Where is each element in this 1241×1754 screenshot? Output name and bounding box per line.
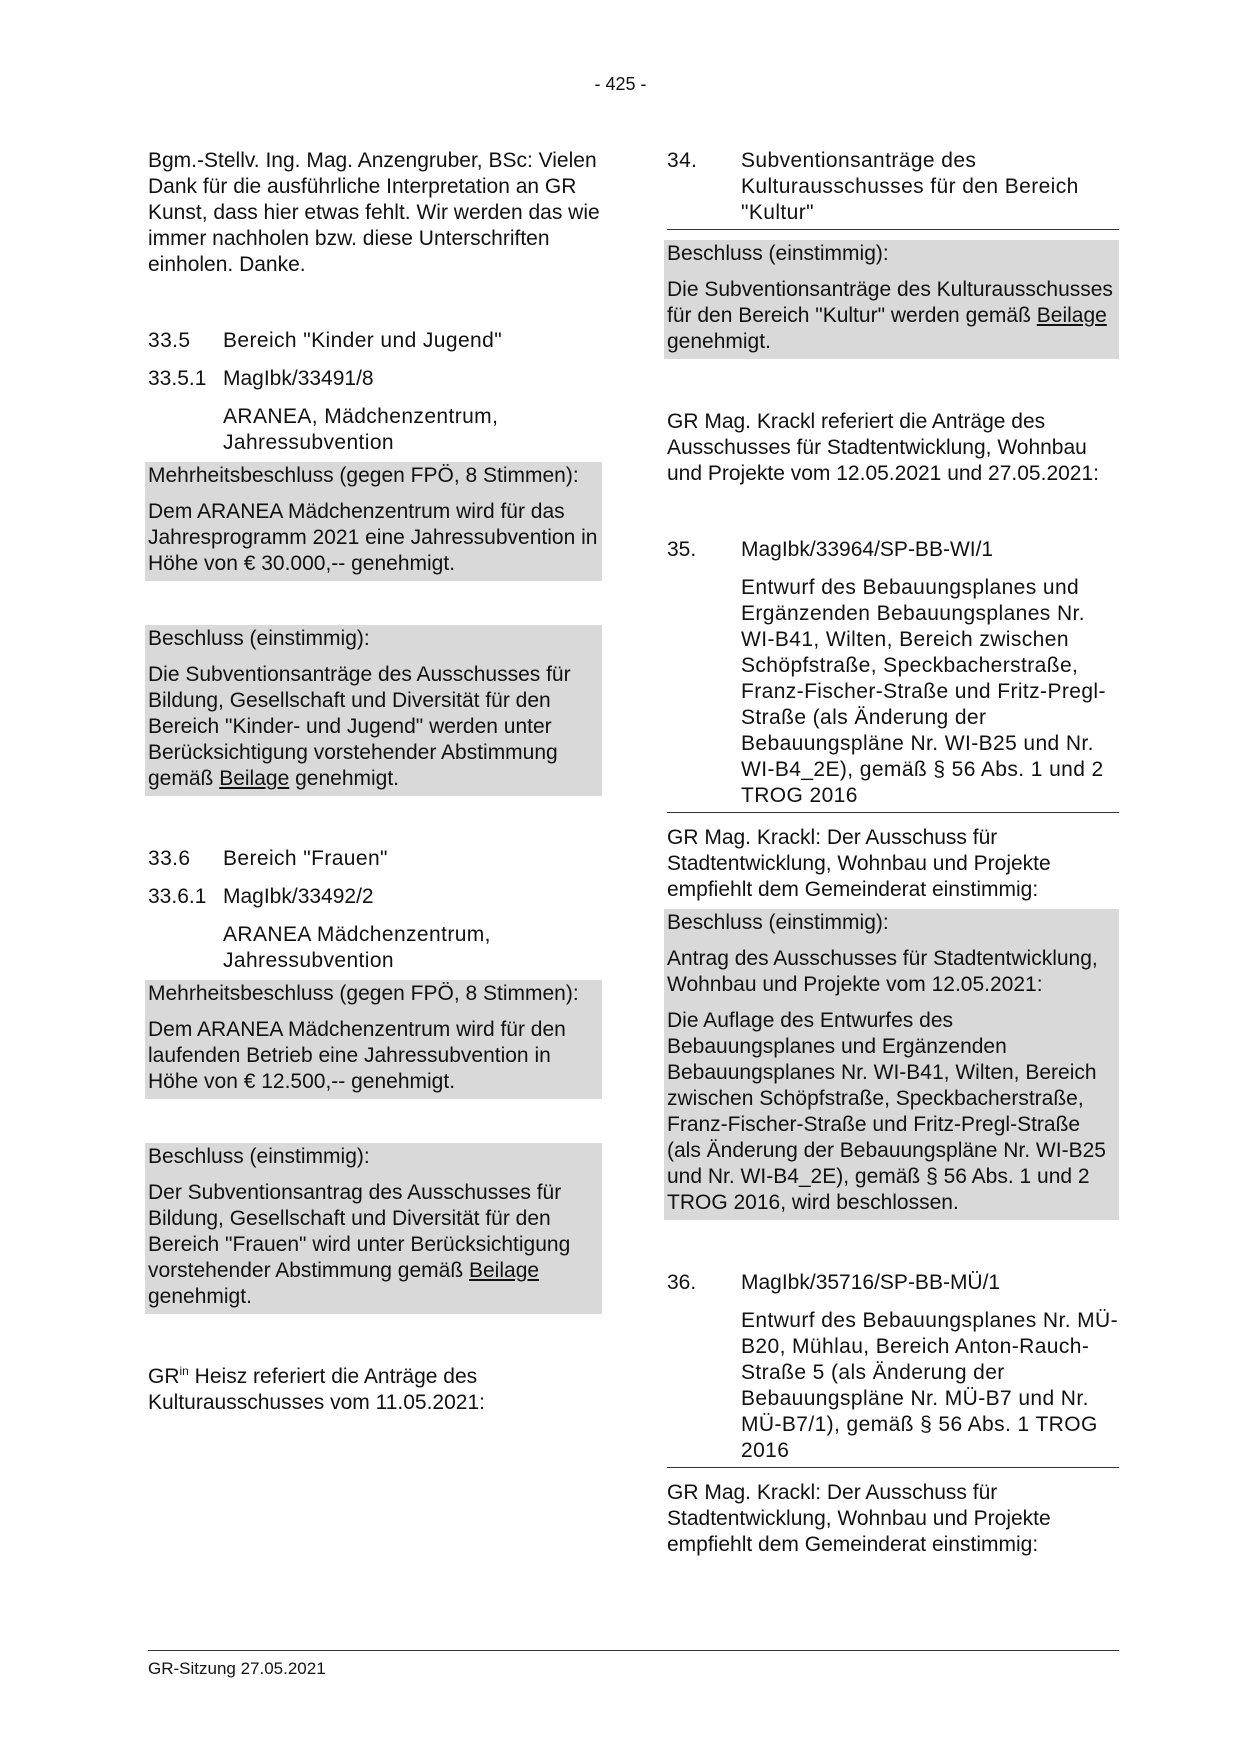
decision-block-33-5: [145, 625, 602, 796]
section-33-5-heading: [148, 328, 602, 354]
section-35-heading: [667, 537, 1119, 563]
footer-divider: [148, 1650, 1119, 1651]
section-number: 33.6.1: [148, 885, 207, 908]
left-column: [148, 148, 602, 1416]
section-title: Bereich "Kinder und Jugend": [223, 329, 503, 352]
footer-text: GR-Sitzung 27.05.2021: [148, 1659, 326, 1678]
decision-block-33-6-1: [145, 980, 602, 1099]
decision-label: Beschluss (einstimmig):: [667, 911, 889, 934]
decision-label: Beschluss (einstimmig):: [148, 627, 370, 650]
decision-text: Die Auflage des Entwurfes des Bebauungsplanes und Ergänzenden Bebauungsplanes Nr. WI-B41, Wilten, Bereich zwischen Schöpfstraße, Speckbacherstraße, Franz-Fischer-Straße und Fritz-Pregl-Straße (als Änderung der Bebauungspläne Nr. WI-B25 und Nr. WI-B4_2E), gemäß § 56 Abs. 1 und 2 TROG 2016, wird beschlossen.: [667, 1009, 1106, 1214]
section-33-5-1-heading: [148, 366, 602, 392]
decision-label: Mehrheitsbeschluss (gegen FPÖ, 8 Stimmen):: [148, 982, 579, 1005]
decision-block-33-5-1: [145, 462, 602, 581]
section-number: 34.: [667, 149, 698, 172]
decision-block-35: [664, 909, 1119, 1220]
section-number: 33.6: [148, 847, 191, 870]
krackl-intro-paragraph: GR Mag. Krackl referiert die Anträge des Ausschusses für Stadtentwicklung, Wohnbau und Projekte vom 12.05.2021 und 27.05.2021:: [667, 410, 1099, 485]
decision-text: Dem ARANEA Mädchenzentrum wird für das Jahresprogramm 2021 eine Jahressubvention in Höhe von € 30.000,-- genehmigt.: [148, 500, 598, 575]
decision-text: Der Subventionsantrag des Ausschusses für Bildung, Gesellschaft und Diversität für den Bereich "Frauen" wird unter Berücksichtigung vorstehender Abstimmung gemäß Beilage genehmigt.: [148, 1181, 571, 1308]
section-reference: MagIbk/33492/2: [223, 885, 374, 908]
heisz-paragraph: $GR^{in}$ Heisz referiert die Anträge des Kulturausschusses vom 11.05.2021:: [148, 1364, 485, 1414]
section-36-subject: Entwurf des Bebauungsplanes Nr. MÜ-B20, Mühlau, Bereich Anton-Rauch-Straße 5 (als Änderung der Bebauungspläne Nr. MÜ-B7 und Nr. MÜ-B7/1), gemäß § 56 Abs. 1 TROG 2016: [667, 1308, 1119, 1468]
intro-paragraph: Bgm.-Stellv. Ing. Mag. Anzengruber, BSc: Vielen Dank für die ausführliche Interpretation an GR Kunst, dass hier etwas fehlt. Wir werden das wie immer nachholen bzw. diese Unterschriften einholen. Danke.: [148, 149, 600, 276]
section-33-6-1-subject: ARANEA Mädchenzentrum, Jahressubvention: [223, 923, 491, 972]
section-36-krackl-paragraph: GR Mag. Krackl: Der Ausschuss für Stadtentwicklung, Wohnbau und Projekte empfiehlt dem Gemeinderat einstimmig:: [667, 1481, 1051, 1556]
decision-text: Dem ARANEA Mädchenzentrum wird für den laufenden Betrieb eine Jahressubvention in Höhe von € 12.500,-- genehmigt.: [148, 1018, 566, 1093]
beilage-link[interactable]: Beilage: [219, 767, 290, 790]
decision-label: Mehrheitsbeschluss (gegen FPÖ, 8 Stimmen):: [148, 464, 579, 487]
decision-block-33-6: [145, 1143, 602, 1314]
section-35-krackl-paragraph: GR Mag. Krackl: Der Ausschuss für Stadtentwicklung, Wohnbau und Projekte empfiehlt dem Gemeinderat einstimmig:: [667, 826, 1051, 901]
section-number: 35.: [667, 538, 697, 561]
section-33-6-heading: [148, 846, 602, 872]
section-number: 36.: [667, 1271, 697, 1294]
page-number: - 425 -: [594, 74, 647, 94]
section-36-heading: [667, 1270, 1119, 1296]
section-reference: MagIbk/33491/8: [223, 367, 374, 390]
decision-text: Die Subventionsanträge des Kulturausschusses für den Bereich "Kultur" werden gemäß Beilage genehmigt.: [667, 278, 1113, 353]
section-35-subject: Entwurf des Bebauungsplanes und Ergänzenden Bebauungsplanes Nr. WI-B41, Wilten, Bereich zwischen Schöpfstraße, Speckbacherstraße, Franz-Fischer-Straße und Fritz-Pregl-Straße (als Änderung der Bebauungspläne Nr. WI-B25 und Nr. WI-B4_2E), gemäß § 56 Abs. 1 und 2 TROG 2016: [667, 575, 1119, 813]
section-33-5-1-subject: ARANEA, Mädchenzentrum, Jahressubvention: [223, 405, 499, 454]
decision-block-34: [664, 240, 1119, 359]
section-title: Subventionsanträge des Kulturausschusses für den Bereich "Kultur": [741, 149, 1079, 224]
decision-antrag: Antrag des Ausschusses für Stadtentwicklung, Wohnbau und Projekte vom 12.05.2021:: [667, 947, 1098, 996]
section-reference: MagIbk/33964/SP-BB-WI/1: [741, 538, 994, 561]
decision-text: Die Subventionsanträge des Ausschusses für Bildung, Gesellschaft und Diversität für den Bereich "Kinder- und Jugend" werden unter Berücksichtigung vorstehender Abstimmung gemäß Beilage genehmigt.: [148, 663, 571, 790]
section-34-heading: [667, 148, 1119, 230]
beilage-link[interactable]: Beilage: [1036, 304, 1107, 327]
decision-label: Beschluss (einstimmig):: [148, 1145, 370, 1168]
beilage-link[interactable]: Beilage: [469, 1259, 540, 1282]
right-column: [667, 148, 1119, 1558]
section-reference: MagIbk/35716/SP-BB-MÜ/1: [741, 1271, 1001, 1294]
section-number: 33.5: [148, 329, 191, 352]
section-33-6-1-heading: [148, 884, 602, 910]
decision-label: Beschluss (einstimmig):: [667, 242, 889, 265]
section-title: Bereich "Frauen": [223, 847, 388, 870]
section-number: 33.5.1: [148, 367, 207, 390]
